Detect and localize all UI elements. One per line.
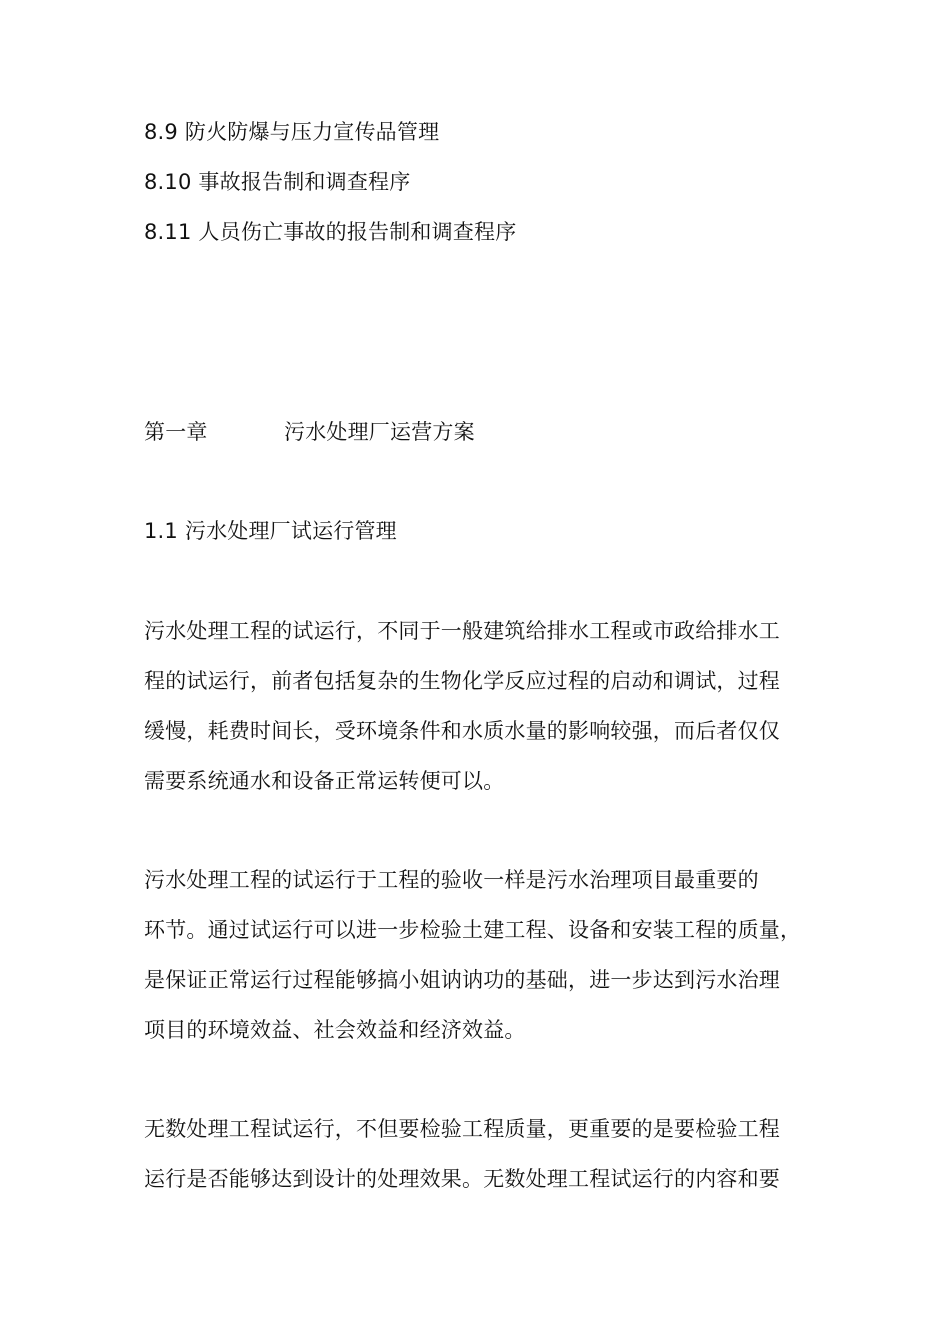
paragraph-line: 污水处理工程的试运行，不同于一般建筑给排水工程或市政给排水工 <box>144 619 780 643</box>
paragraph <box>144 866 824 1066</box>
paragraph-line: 污水处理工程的试运行于工程的验收一样是污水治理项目最重要的 <box>144 868 759 892</box>
toc-entry: 8.11 人员伤亡事故的报告制和调查程序 <box>144 220 517 244</box>
paragraph-line: 缓慢，耗费时间长，受环境条件和水质水量的影响较强，而后者仅仅 <box>144 719 780 743</box>
paragraph <box>144 1115 824 1215</box>
paragraph <box>144 617 824 817</box>
toc-entry: 8.9 防火防爆与压力宣传品管理 <box>144 120 440 144</box>
paragraph-line: 运行是否能够达到设计的处理效果。无数处理工程试运行的内容和要 <box>144 1167 780 1191</box>
chapter-number: 第一章 <box>144 420 208 444</box>
paragraph-line: 环节。通过试运行可以进一步检验土建工程、设备和安装工程的质量， <box>144 918 802 942</box>
paragraph-line: 程的试运行，前者包括复杂的生物化学反应过程的启动和调试，过程 <box>144 669 780 693</box>
chapter-title: 污水处理厂运营方案 <box>284 420 475 444</box>
toc-entry: 8.10 事故报告制和调查程序 <box>144 170 411 194</box>
paragraph-line: 项目的环境效益、社会效益和经济效益。 <box>144 1018 526 1042</box>
paragraph-line: 需要系统通水和设备正常运转便可以。 <box>144 769 505 793</box>
chapter-heading <box>144 418 475 446</box>
section-heading: 1.1 污水处理厂试运行管理 <box>144 519 397 543</box>
paragraph-line: 是保证正常运行过程能够搞小姐讷讷功的基础，进一步达到污水治理 <box>144 968 780 992</box>
paragraph-line: 无数处理工程试运行，不但要检验工程质量，更重要的是要检验工程 <box>144 1117 780 1141</box>
